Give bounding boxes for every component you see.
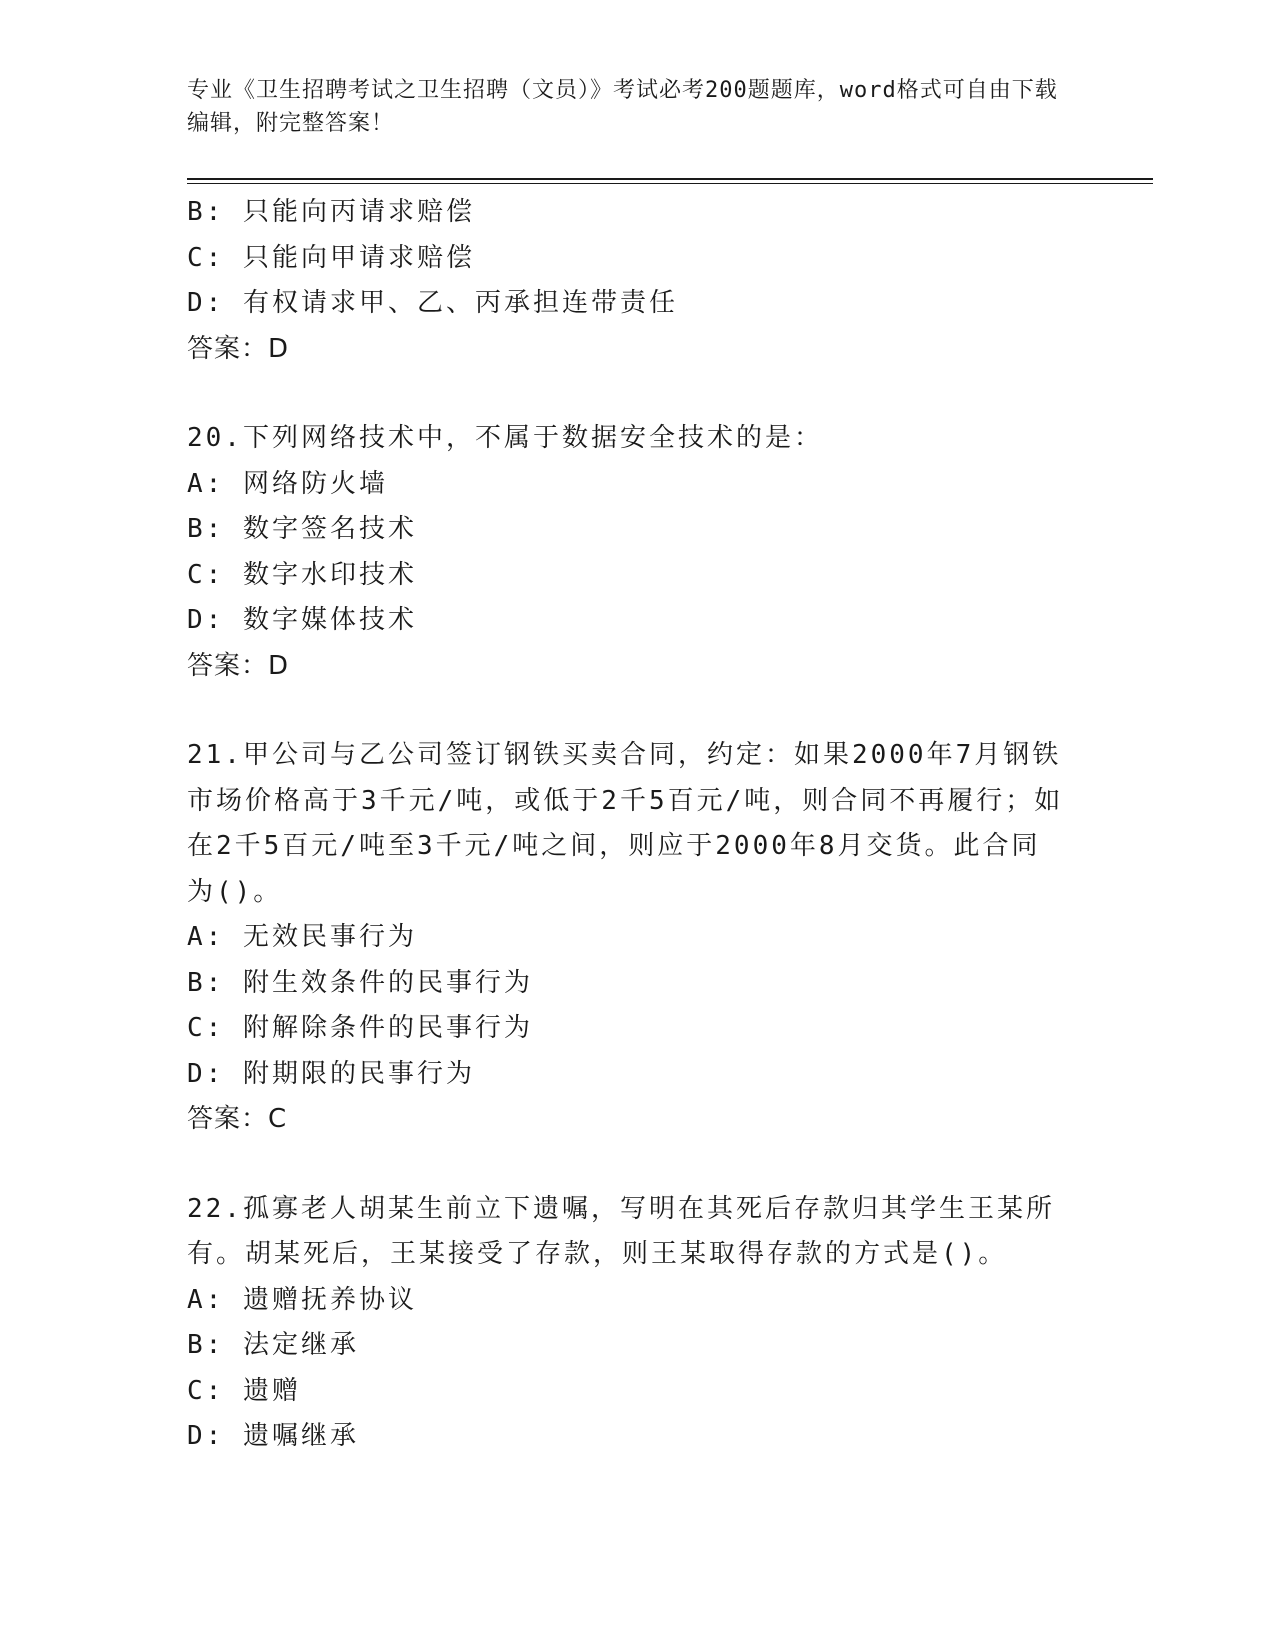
option-b: B: 只能向丙请求赔偿 (187, 197, 475, 227)
question-19-continued (187, 190, 1087, 372)
header-rule-thin (187, 183, 1153, 184)
document-header: 专业《卫生招聘考试之卫生招聘（文员）》考试必考200题题库，word格式可自由下载编辑，附完整答案！ (187, 78, 1058, 136)
answer-line: 答案：C (187, 1104, 288, 1134)
question-text: 22.孤寡老人胡某生前立下遗嘱，写明在其死后存款归其学生王某所有。胡某死后，王某接受了存款，则王某取得存款的方式是()。 (187, 1193, 1055, 1269)
option-b: B: 附生效条件的民事行为 (187, 967, 533, 998)
question-text: 20.下列网络技术中，不属于数据安全技术的是： (187, 423, 823, 453)
document-body (187, 190, 1087, 1460)
option-a: A: 网络防火墙 (187, 468, 388, 499)
header-rule (187, 178, 1153, 180)
option-c: C: 数字水印技术 (187, 559, 417, 590)
question-text: 21.甲公司与乙公司签订钢铁买卖合同，约定：如果2000年7月钢铁市场价格高于3千元/吨，或低于2千5百元/吨，则合同不再履行；如在2千5百元/吨至3千元/吨之间，则应于2000年8月交货。此合同为()。 (187, 740, 1064, 907)
answer-line: 答案：D (187, 333, 290, 364)
option-a: A: 无效民事行为 (187, 922, 417, 952)
option-d: D: 数字媒体技术 (187, 605, 417, 635)
option-d: D: 遗嘱继承 (187, 1421, 359, 1451)
option-b: B: 法定继承 (187, 1330, 359, 1360)
option-c: C: 附解除条件的民事行为 (187, 1013, 533, 1043)
question-22 (187, 1187, 1087, 1460)
option-d: D: 有权请求甲、乙、丙承担连带责任 (187, 288, 678, 318)
question-20 (187, 416, 1087, 689)
option-d: D: 附期限的民事行为 (187, 1058, 475, 1089)
question-21 (187, 733, 1087, 1143)
answer-line: 答案：D (187, 650, 290, 681)
option-b: B: 数字签名技术 (187, 514, 417, 544)
option-a: A: 遗赠抚养协议 (187, 1284, 417, 1315)
option-c: C: 遗赠 (187, 1375, 301, 1406)
option-c: C: 只能向甲请求赔偿 (187, 242, 475, 273)
